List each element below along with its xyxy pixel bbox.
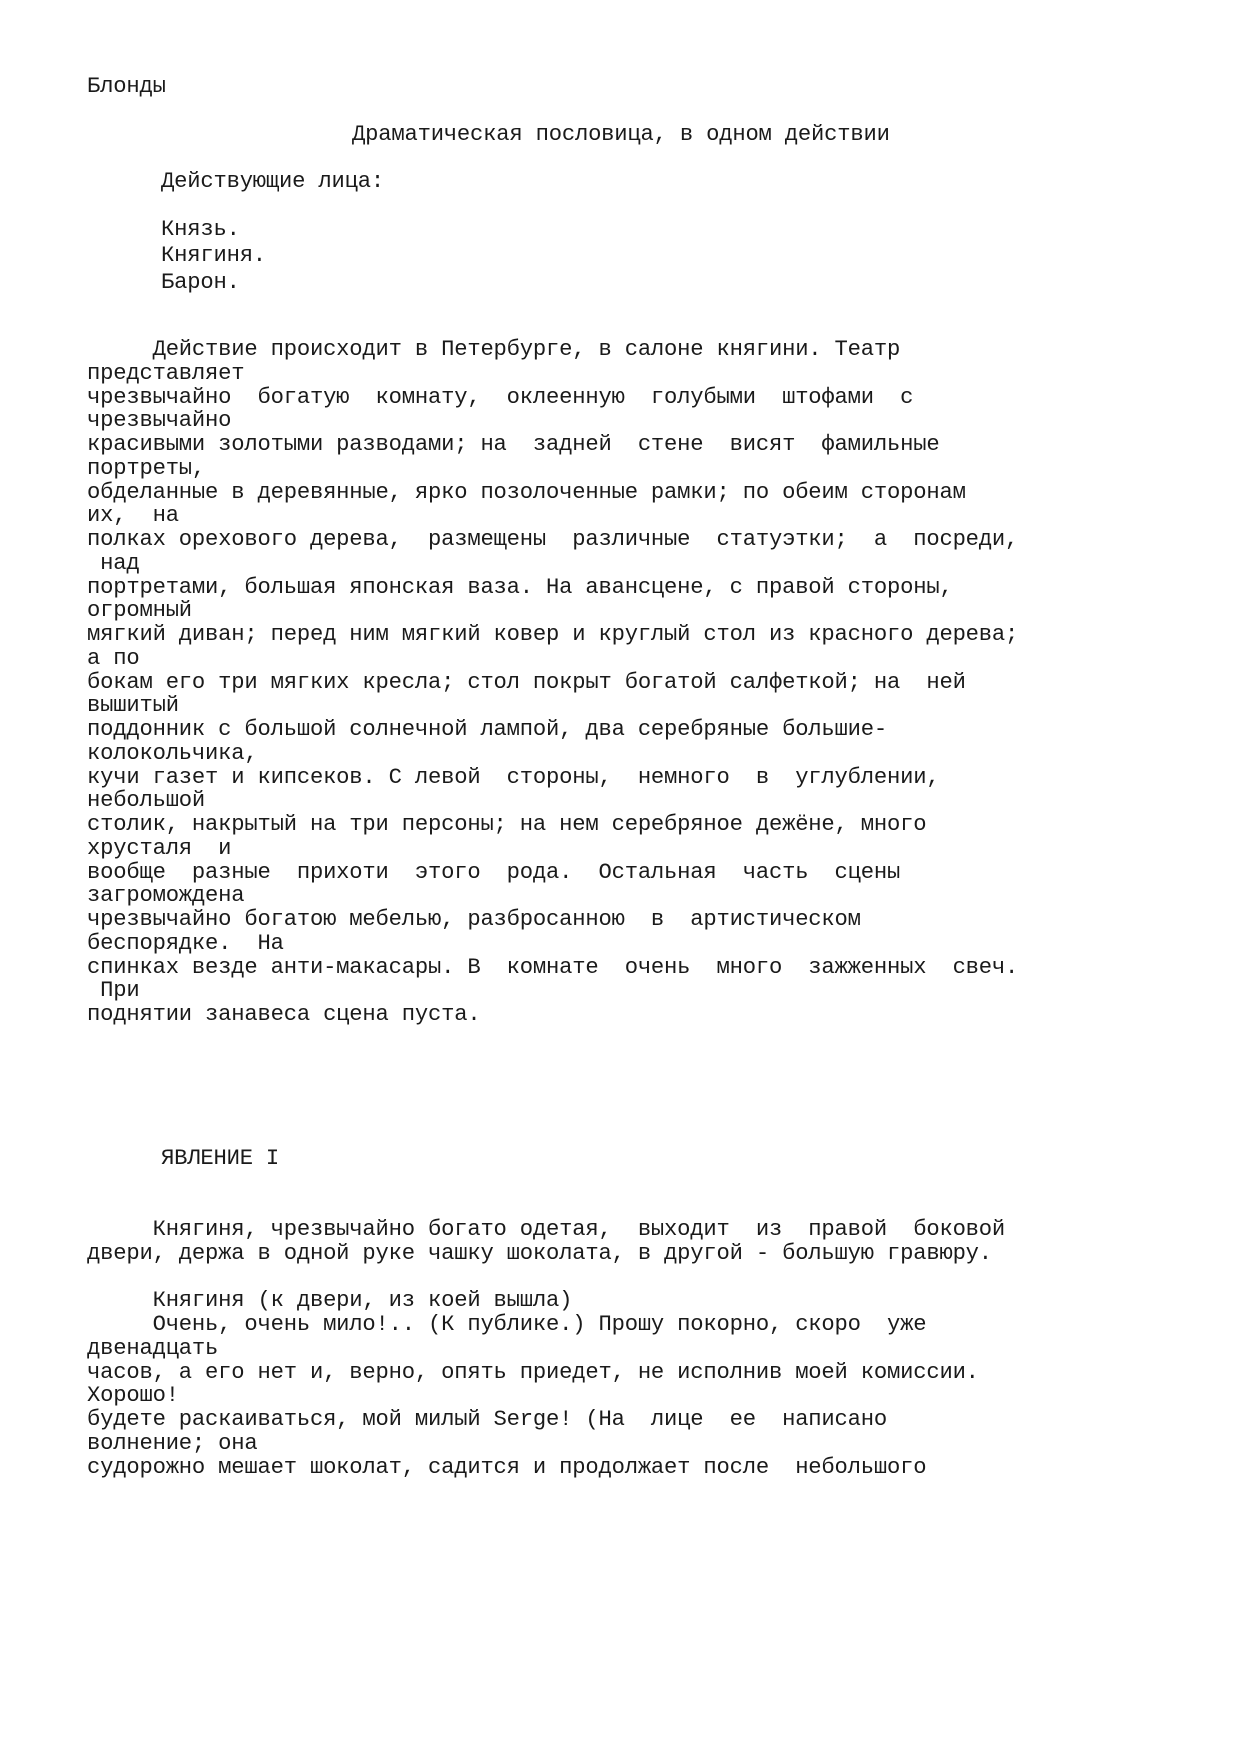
cast-member: Барон. <box>161 270 240 295</box>
text-line: столик, накрытый на три персоны; на нем серебряное дежёне, много <box>87 812 927 837</box>
document-title: Блонды <box>87 74 166 99</box>
scene-heading: ЯВЛЕНИЕ I <box>161 1146 280 1171</box>
text-line: хрусталя и <box>87 836 232 861</box>
text-line: небольшой <box>87 788 206 813</box>
text-line: мягкий диван; перед ним мягкий ковер и круглый стол из красного дерева; <box>87 622 1019 647</box>
text-line: а по <box>87 646 140 671</box>
text-line: вообще разные прихоти этого рода. Остальная часть сцены <box>87 860 901 885</box>
text-line: вышитый <box>87 693 179 718</box>
text-line: Хорошо! <box>87 1383 179 1408</box>
text-line: загромождена <box>87 883 245 908</box>
text-line: портреты, <box>87 456 206 481</box>
text-line: обделанные в деревянные, ярко позолоченные рамки; по обеим сторонам <box>87 480 966 505</box>
text-line: чрезвычайно богатою мебелью, разбросанною в артистическом <box>87 907 861 932</box>
text-line: часов, а его нет и, верно, опять приедет, не исполнив моей комиссии. <box>87 1360 979 1385</box>
text-line: кучи газет и кипсеков. С левой стороны, немного в углублении, <box>87 765 940 790</box>
text-line: Очень, очень мило!.. (К публике.) Прошу покорно, скоро уже <box>87 1312 927 1337</box>
text-line: над <box>87 551 140 576</box>
text-line: огромный <box>87 598 192 623</box>
text-line: беспорядке. На <box>87 931 284 956</box>
text-line: бокам его три мягких кресла; стол покрыт богатой салфеткой; на ней <box>87 670 966 695</box>
cast-heading: Действующие лица: <box>161 169 384 194</box>
text-line: портретами, большая японская ваза. На авансцене, с правой стороны, <box>87 575 953 600</box>
text-line: будете раскаиваться, мой милый Serge! (На лице ее написано <box>87 1407 887 1432</box>
text-line: двенадцать <box>87 1336 219 1361</box>
text-line: судорожно мешает шоколат, садится и продолжает после небольшого <box>87 1455 927 1480</box>
cast-member: Княгиня. <box>161 243 266 268</box>
text-line: красивыми золотыми разводами; на задней стене висят фамильные <box>87 432 940 457</box>
text-line: колокольчика, <box>87 741 258 766</box>
text-line: Княгиня, чрезвычайно богато одетая, выходит из правой боковой <box>87 1217 1006 1242</box>
document-subtitle: Драматическая пословица, в одном действии <box>352 122 890 147</box>
text-line: их, на <box>87 503 179 528</box>
text-line: Действие происходит в Петербурге, в салоне княгини. Театр <box>87 337 901 362</box>
text-line: чрезвычайно <box>87 408 232 433</box>
text-line: двери, держа в одной руке чашку шоколата, в другой - большую гравюру. <box>87 1241 992 1266</box>
speaker-line: Княгиня (к двери, из коей вышла) <box>87 1288 573 1313</box>
text-line: представляет <box>87 361 245 386</box>
text-line: спинках везде анти-макасары. В комнате очень много зажженных свеч. <box>87 955 1019 980</box>
cast-member: Князь. <box>161 217 240 242</box>
text-line: волнение; она <box>87 1431 258 1456</box>
text-line: чрезвычайно богатую комнату, оклеенную голубыми штофами с <box>87 385 914 410</box>
text-line: При <box>87 978 140 1003</box>
text-line: полках орехового дерева, размещены различные статуэтки; а посреди, <box>87 527 1019 552</box>
text-line: поддонник с большой солнечной лампой, два серебряные большие- <box>87 717 887 742</box>
text-line: поднятии занавеса сцена пуста. <box>87 1002 481 1027</box>
